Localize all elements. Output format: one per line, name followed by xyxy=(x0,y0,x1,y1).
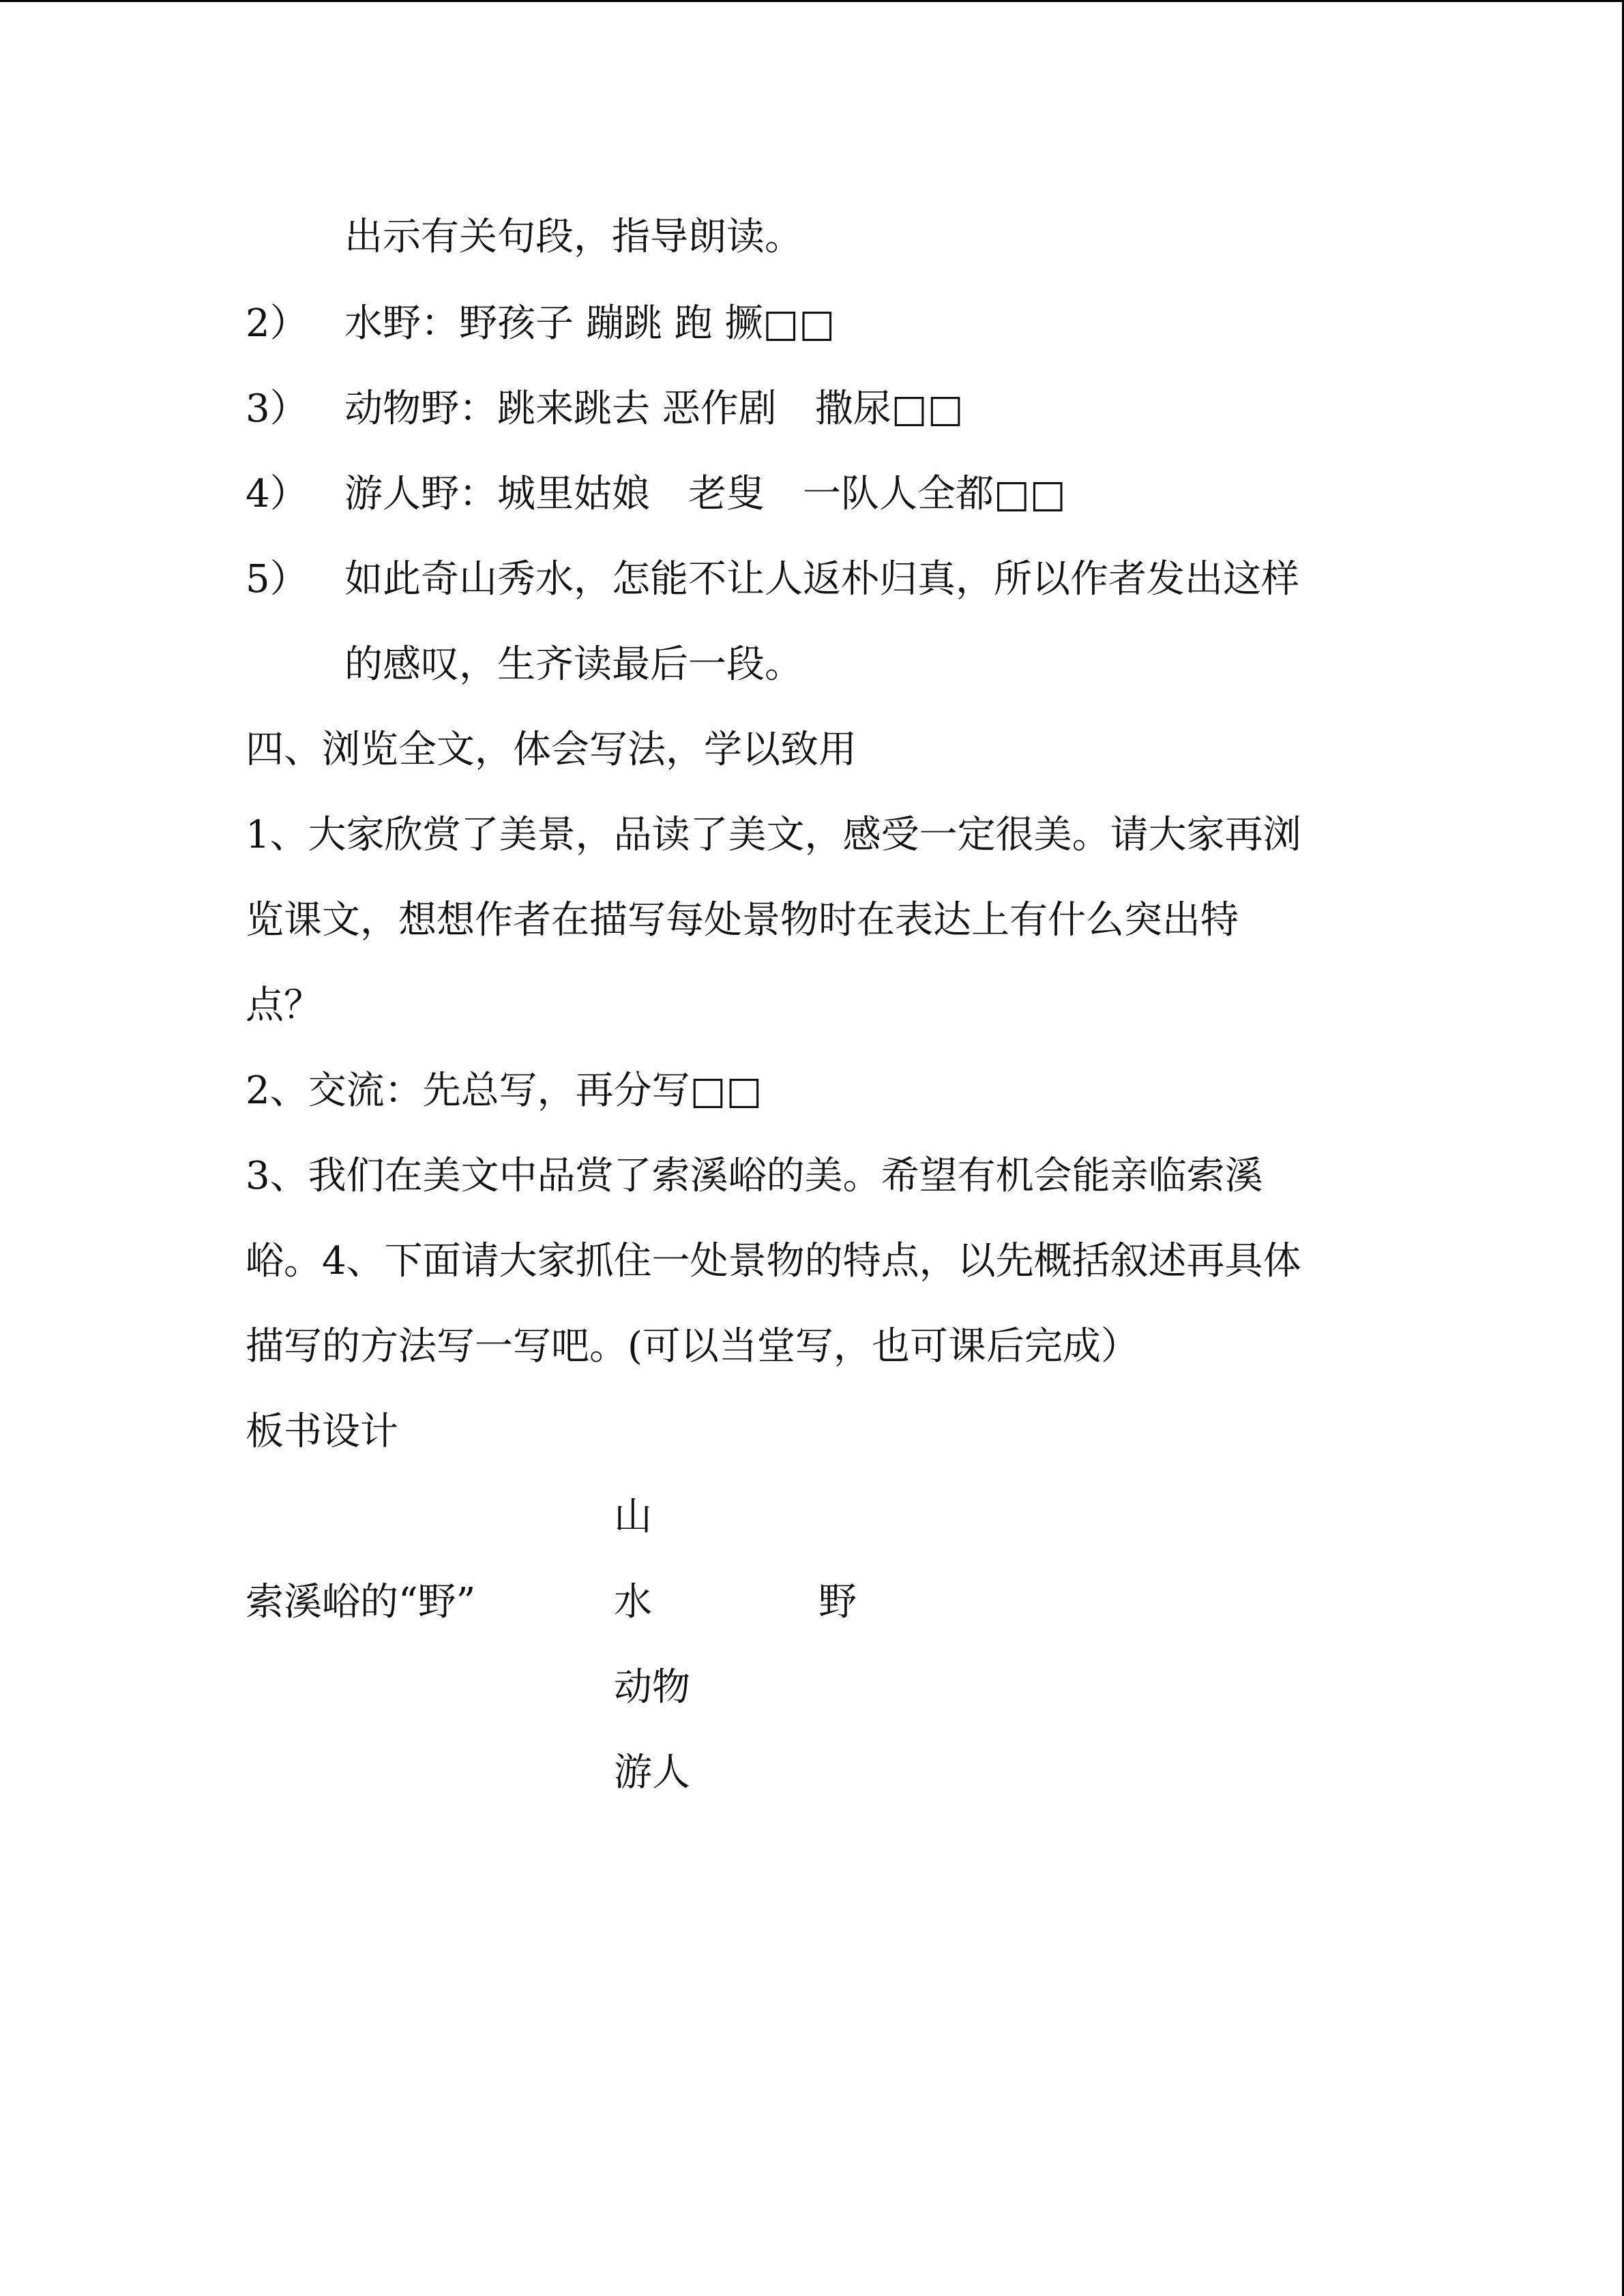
board-item: 动物 xyxy=(614,1665,690,1710)
list-number: 2） xyxy=(246,301,308,346)
board-item: 山 xyxy=(614,1495,652,1539)
paragraph-line: 览课文，想想作者在描写每处景物时在表达上有什么突出特 xyxy=(246,898,1239,942)
board-right-label: 野 xyxy=(818,1580,857,1624)
list-number: 5） xyxy=(246,557,308,601)
paragraph-line: 1、大家欣赏了美景，品读了美文，感受一定很美。请大家再浏 xyxy=(246,813,1301,857)
page-top-border xyxy=(0,0,1624,2)
board-design-heading: 板书设计 xyxy=(246,1410,398,1454)
text-line: 出示有关句段，指导朗读。 xyxy=(344,215,803,259)
list-item-text: 水野：野孩子 蹦跳 跑 撅□□ xyxy=(344,301,836,346)
paragraph-line: 峪。4、下面请大家抓住一处景物的特点，以先概括叙述再具体 xyxy=(246,1239,1301,1283)
list-number: 4） xyxy=(246,472,308,516)
board-item: 水 xyxy=(614,1580,652,1624)
list-number: 3） xyxy=(246,387,308,431)
board-item: 游人 xyxy=(614,1750,690,1795)
list-item-text: 动物野：跳来跳去 恶作剧 撒尿□□ xyxy=(344,387,964,431)
section-heading: 四、浏览全文，体会写法，学以致用 xyxy=(246,728,857,772)
paragraph-line: 3、我们在美文中品赏了索溪峪的美。希望有机会能亲临索溪 xyxy=(246,1154,1263,1198)
paragraph-line: 2、交流：先总写，再分写□□ xyxy=(246,1069,763,1113)
list-item-continuation: 的感叹，生齐读最后一段。 xyxy=(344,642,803,687)
list-item-text: 游人野：城里姑娘 老叟 一队人全都□□ xyxy=(344,472,1066,516)
paragraph-line: 点？ xyxy=(246,983,322,1028)
paragraph-line: 描写的方法写一写吧。(可以当堂写，也可课后完成） xyxy=(246,1324,1139,1369)
board-title: 索溪峪的“野” xyxy=(246,1580,476,1624)
list-item-text: 如此奇山秀水，怎能不让人返朴归真，所以作者发出这样 xyxy=(344,557,1299,601)
